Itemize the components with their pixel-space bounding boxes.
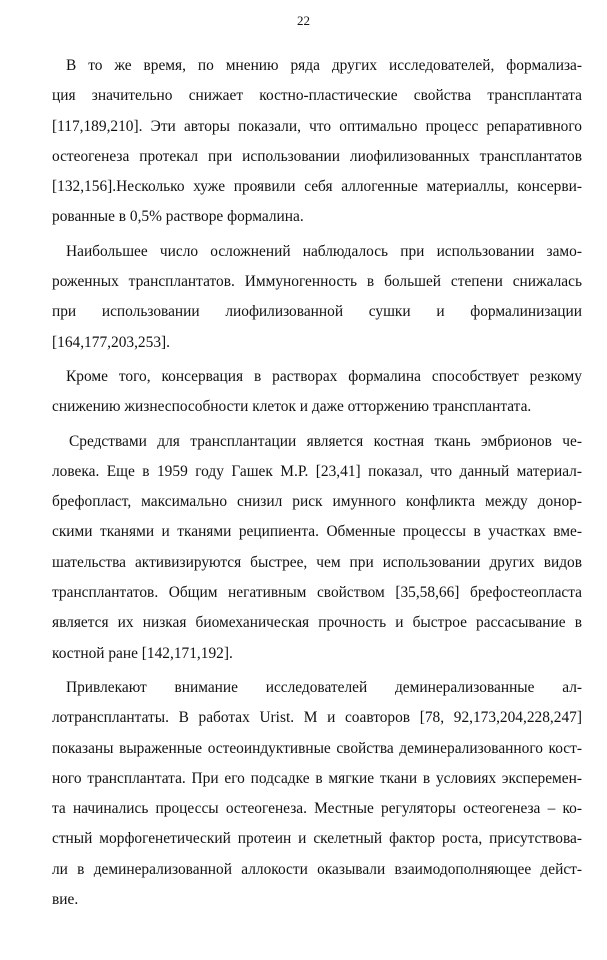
text-line: Средствами для трансплантации является костная ткань эмбрионов че- bbox=[69, 432, 582, 450]
text-line: остеогенеза протекал при использовании лиофилизованных трансплантатов bbox=[52, 147, 582, 165]
text-line: Наибольшее число осложнений наблюдалось при использовании замо- bbox=[66, 242, 582, 260]
text-line: Кроме того, консервация в растворах формалина способствует резкому bbox=[66, 367, 582, 385]
text-line: ловека. Еще в 1959 году Гашек М.Р. [23,41] показал, что данный материал- bbox=[52, 462, 582, 480]
text-line: трансплантатов. Общим негативным свойством [35,58,66] брефостеопласта bbox=[52, 584, 582, 602]
text-line: показаны выраженные остеоиндуктивные свойства деминерализованного кост- bbox=[52, 739, 582, 757]
text-line: костной ране [142,171,192]. bbox=[52, 644, 233, 662]
text-line: Привлекают внимание исследователей деминерализованные ал- bbox=[66, 678, 582, 696]
text-line: ция значительно снижает костно-пластические свойства трансплантата bbox=[52, 87, 582, 105]
text-line: стный морфогенетический протеин и скелетный фактор роста, присутствова- bbox=[52, 830, 582, 848]
page-number: 22 bbox=[297, 13, 310, 28]
text-line: ли в деминерализованной аллокости оказывали взаимодополняющее дейст- bbox=[52, 860, 582, 878]
text-line: роженных трансплантатов. Иммуногенность в большей степени снижалась bbox=[52, 273, 582, 291]
text-line: брефопласт, максимально снизил риск имунного конфликта между донор- bbox=[52, 493, 582, 511]
text-line: лотрансплантаты. В работах Urist. M и соавторов [78, 92,173,204,228,247] bbox=[52, 709, 582, 727]
text-line: снижению жизнеспособности клеток и даже отторжению трансплантата. bbox=[52, 398, 532, 416]
text-line: скими тканями и тканями реципиента. Обменные процессы в участках вме- bbox=[52, 523, 582, 541]
text-line: рованные в 0,5% растворе формалина. bbox=[52, 208, 304, 226]
text-line: шательства активизируются быстрее, чем при использовании других видов bbox=[52, 553, 582, 571]
text-line: [117,189,210]. Эти авторы показали, что оптимально процесс репаративного bbox=[52, 117, 582, 135]
text-line: является их низкая биомеханическая прочность и быстрое рассасывание в bbox=[52, 614, 582, 632]
text-line: В то же время, по мнению ряда других исследователей, формализа- bbox=[66, 57, 582, 74]
text-line: вие. bbox=[52, 891, 79, 909]
text-line: [164,177,203,253]. bbox=[52, 333, 170, 351]
text-line: ного трансплантата. При его подсадке в мягкие ткани в условиях эксперемен- bbox=[52, 769, 582, 787]
text-line: при использовании лиофилизованной сушки и формалинизации bbox=[52, 303, 582, 321]
paragraph bbox=[52, 673, 582, 915]
paragraph bbox=[52, 362, 582, 423]
paragraph bbox=[52, 51, 582, 233]
text-line: та начинались процессы остеогенеза. Местные регуляторы остеогенеза – ко- bbox=[52, 800, 582, 818]
text-line: [132,156].Несколько хуже проявили себя аллогенные материаллы, консерви- bbox=[52, 178, 582, 196]
paragraph bbox=[52, 237, 582, 358]
document-body bbox=[52, 51, 582, 915]
paragraph bbox=[52, 427, 582, 669]
